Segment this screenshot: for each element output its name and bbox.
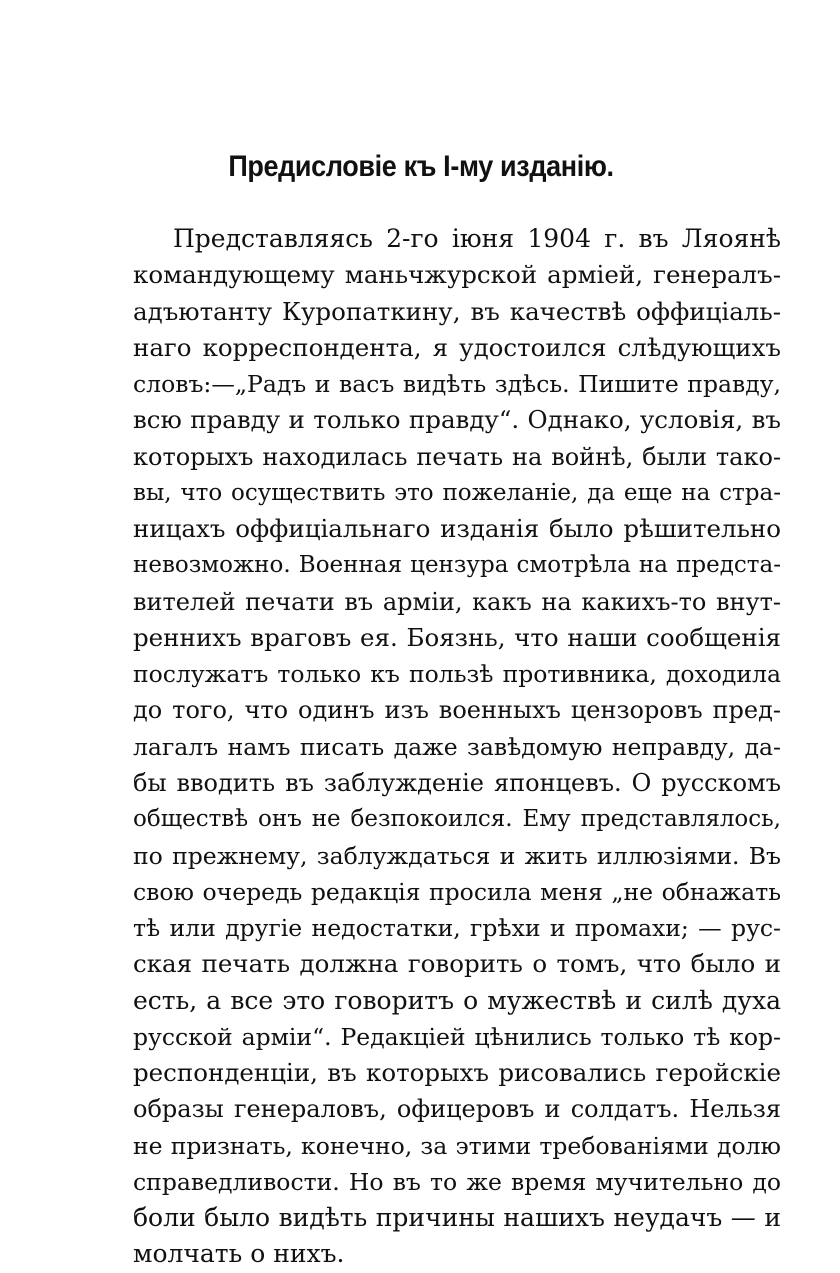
paragraph-line: словъ:—„Радъ и васъ видѣть здѣсь. Пишите правду, (133, 370, 781, 399)
paragraph-line: которыхъ находилась печать на войнѣ, были тако- (133, 442, 781, 471)
paragraph-line: свою очередь редакція просила меня „не обнажать (133, 877, 781, 906)
paragraph-line: вы, что осуществить это пожеланіе, да еще на стра- (133, 479, 781, 506)
paragraph-line: не признать, конечно, за этими требованіями долю (133, 1131, 781, 1160)
paragraph-line: послужатъ только къ пользѣ противника, доходила (133, 660, 781, 689)
paragraph-line: невозможно. Военная цензура смотрѣла на предста- (133, 552, 781, 579)
paragraph-line: справедливости. Но въ то же время мучительно до (133, 1167, 781, 1196)
paragraph-line: адъютанту Куропаткину, въ качествѣ оффиціаль- (133, 296, 781, 326)
paragraph-line: до того, что одинъ изъ военныхъ цензоровъ пред- (133, 696, 781, 725)
paragraph-line: лагалъ намъ писать даже завѣдомую неправду, да- (133, 732, 781, 761)
paragraph-line: есть, а все это говоритъ о мужествѣ и силѣ духа (133, 985, 781, 1015)
paragraph-line: наго корреспондента, я удостоился слѣдующихъ (133, 332, 781, 362)
paragraph-line: по прежнему, заблуждаться и жить иллюзіями. Въ (133, 841, 781, 870)
paragraph-line: респонденціи, въ которыхъ рисовались геройскіе (133, 1058, 781, 1088)
preface-paragraph (133, 221, 781, 1273)
paragraph-line: вителей печати въ арміи, какъ на какихъ-то внут- (133, 587, 781, 616)
paragraph-line: ницахъ оффиціальнаго изданія было рѣшительно (133, 514, 781, 544)
paragraph-line: боли было видѣть причины нашихъ неудачъ — и (133, 1203, 781, 1233)
page-title: Предисловіе къ I-му изданію. (228, 150, 614, 183)
paragraph-line: Представляясь 2-го іюня 1904 г. въ Ляоянѣ (173, 224, 781, 253)
paragraph-line: русской арміи“. Редакціей цѣнились только тѣ кор- (133, 1022, 781, 1051)
paragraph-line: образы генераловъ, офицеровъ и солдатъ. Нельзя (133, 1095, 781, 1124)
paragraph-line: молчать о нихъ. (133, 1239, 345, 1269)
paragraph-line: реннихъ враговъ ея. Боязнь, что наши сообщенія (133, 622, 781, 652)
paragraph-line: командующему маньчжурской арміей, генералъ- (133, 260, 781, 290)
paragraph-line: ская печать должна говорить о томъ, что было и (133, 949, 781, 979)
paragraph-line: бы вводить въ заблужденіе японцевъ. О русскомъ (133, 768, 781, 797)
paragraph-line: обществѣ онъ не безпокоился. Ему представлялось, (133, 806, 781, 833)
paragraph-line: всю правду и только правду“. Однако, условія, въ (133, 405, 781, 435)
paragraph-line: тѣ или другіе недостатки, грѣхи и промахи; — рус- (133, 914, 781, 943)
